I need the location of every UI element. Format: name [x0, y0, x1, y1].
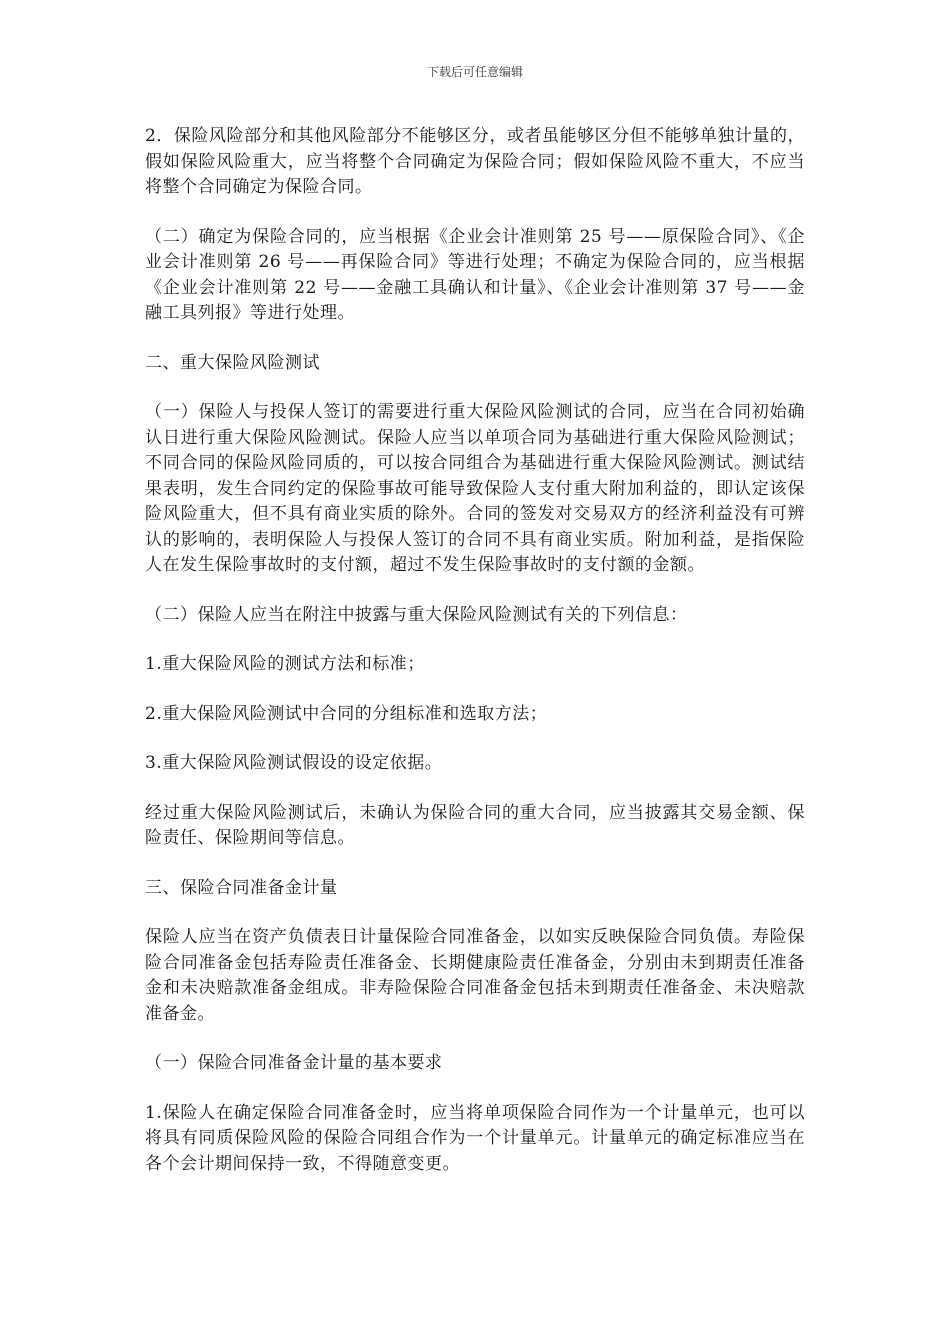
- paragraph-risk-test-definition: （一）保险人与投保人签订的需要进行重大保险风险测试的合同，应当在合同初始确认日进行重大保险风险测试。保险人应当以单项合同为基础进行重大保险风险测试；不同合同的保险风险同质的，可以按合同组合为基础进行重大保险风险测试。测试结果表明，发生合同约定的保险事故可能导致保险人支付重大附加利益的，即认定该保险风险重大，但不具有商业实质的除外。合同的签发对交易双方的经济利益没有可辨认的影响的，表明保险人与投保人签订的合同不具有商业实质。附加利益，是指保险人在发生保险事故时的支付额，超过不发生保险事故时的支付额的金额。: [145, 402, 805, 575]
- paragraph-item-2-inseparable: 2．保险风险部分和其他风险部分不能够区分，或者虽能够区分但不能够单独计量的，假如保险风险重大，应当将整个合同确定为保险合同；假如保险风险不重大，不应当将整个合同确定为保险合同。: [145, 126, 805, 197]
- document-body: [145, 124, 805, 1201]
- subsection-heading-basic-requirements: （一）保险合同准备金计量的基本要求: [145, 1053, 443, 1073]
- paragraph-measurement-unit: 1.保险人在确定保险合同准备金时，应当将单项保险合同作为一个计量单元，也可以将具有同质保险风险的保险合同组合作为一个计量单元。计量单元的确定标准应当在各个会计期间保持一致，不得随意变更。: [145, 1102, 805, 1174]
- list-item-test-method: 1.重大保险风险的测试方法和标准；: [145, 654, 425, 674]
- paragraph-reserve-overview: 保险人应当在资产负债表日计量保险合同准备金，以如实反映保险合同负债。寿险保险合同准备金包括寿险责任准备金、长期健康险责任准备金，分别由未到期责任准备金和未决赔款准备金组成。非寿险保险合同准备金包括未到期责任准备金、未决赔款准备金。: [145, 927, 805, 1024]
- list-item-assumption-basis: 3.重大保险风险测试假设的设定依据。: [145, 753, 443, 773]
- paragraph-processing-standards: （二）确定为保险合同的，应当根据《企业会计准则第 25 号——原保险合同》、《企业会计准则第 26 号——再保险合同》等进行处理；不确定为保险合同的，应当根据《企业会计准则第 22 号——金融工具确认和计量》、《企业会计准则第 37 号——金融工具列报》等进行处理。: [145, 226, 805, 323]
- section-heading-risk-test: 二、重大保险风险测试: [145, 352, 320, 373]
- page-header-note: 下载后可任意编辑: [426, 65, 523, 79]
- paragraph-non-insurance-disclosure: 经过重大保险风险测试后，未确认为保险合同的重大合同，应当披露其交易金额、保险责任、保险期间等信息。: [145, 802, 805, 848]
- paragraph-disclosure-intro: （二）保险人应当在附注中披露与重大保险风险测试有关的下列信息：: [145, 604, 688, 625]
- section-heading-reserve-measurement: 三、保险合同准备金计量: [145, 877, 338, 898]
- list-item-grouping-standard: 2.重大保险风险测试中合同的分组标准和选取方法；: [145, 703, 548, 724]
